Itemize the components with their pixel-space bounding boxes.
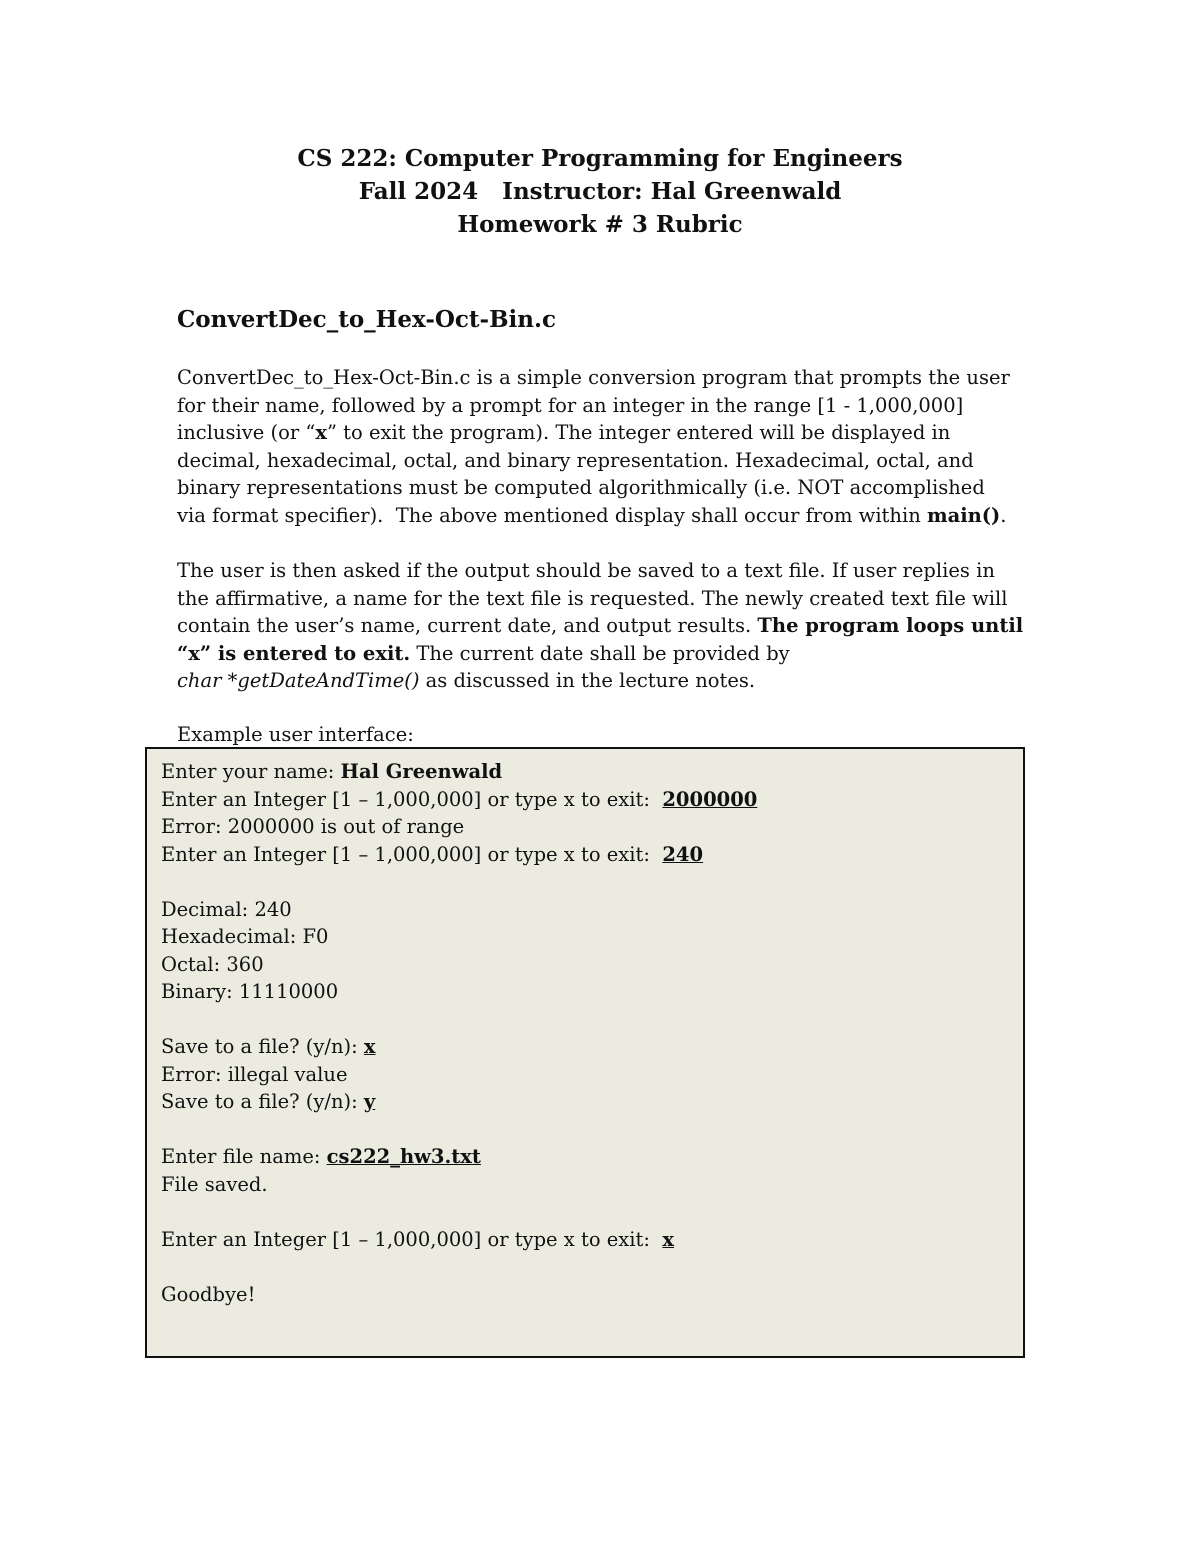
console-line: Error: illegal value xyxy=(161,1062,348,1086)
user-input: cs222_hw3.txt xyxy=(326,1145,481,1168)
user-input: y xyxy=(363,1090,376,1113)
console-line xyxy=(161,1143,757,1171)
prompt-text: Enter an Integer [1 – 1,000,000] or type x to exit: xyxy=(161,1227,663,1251)
paragraph-line xyxy=(177,640,1037,668)
blank-line xyxy=(161,1116,757,1144)
paragraph-line xyxy=(177,419,1037,447)
description-paragraph xyxy=(177,364,1037,529)
course-title: CS 222: Computer Programming for Engineers xyxy=(297,145,903,172)
bold-text-run: “x” is entered to exit. xyxy=(177,641,411,665)
prompt-text: Save to a file? (y/n): xyxy=(161,1035,364,1058)
text-run: The current date shall be provided by xyxy=(410,641,790,665)
paragraph-line: for their name, followed by a prompt for an integer in the range [1 - 1,000,000] xyxy=(177,393,964,417)
user-input: 240 xyxy=(662,842,704,866)
paragraph-line: the affirmative, a name for the text file is requested. The newly created text file will xyxy=(177,586,1008,610)
text-run: as discussed in the lecture notes. xyxy=(419,669,756,692)
user-input: 2000000 xyxy=(662,787,758,811)
prompt-text: Enter an Integer [1 – 1,000,000] or type x to exit: xyxy=(161,842,663,866)
paragraph-line xyxy=(177,667,1037,695)
console-line xyxy=(161,1088,757,1116)
text-run: inclusive (or “ xyxy=(177,421,316,444)
console-line xyxy=(161,1033,757,1061)
paragraph-line: ConvertDec_to_Hex-Oct-Bin.c is a simple conversion program that prompts the user xyxy=(177,366,1010,389)
document-header xyxy=(0,142,1200,241)
bold-text-run: The program loops until xyxy=(757,614,1024,637)
blank-line xyxy=(161,868,757,896)
paragraph-line: The user is then asked if the output should be saved to a text file. If user replies in xyxy=(177,559,995,582)
console-line xyxy=(161,786,757,814)
prompt-text: Enter an Integer [1 – 1,000,000] or type x to exit: xyxy=(161,787,663,811)
console-line xyxy=(161,841,757,869)
console-line xyxy=(161,1226,757,1254)
console-transcript xyxy=(161,758,757,1308)
file-save-paragraph xyxy=(177,557,1037,695)
user-input: Hal Greenwald xyxy=(340,760,503,783)
console-line: Binary: 11110000 xyxy=(161,980,339,1003)
console-line: Hexadecimal: F0 xyxy=(161,925,329,948)
paragraph-line: binary representations must be computed algorithmically (i.e. NOT accomplished xyxy=(177,476,985,499)
paragraph-line: decimal, hexadecimal, octal, and binary representation. Hexadecimal, octal, and xyxy=(177,448,974,472)
prompt-text: Enter file name: xyxy=(161,1145,327,1168)
bold-text-run: main() xyxy=(926,503,1001,527)
blank-line xyxy=(161,1198,757,1226)
blank-line xyxy=(161,1253,757,1281)
example-console-box xyxy=(145,747,1025,1358)
text-run: ” to exit the program). The integer entered will be displayed in xyxy=(327,421,951,444)
text-run: . xyxy=(1000,503,1007,527)
console-line: Octal: 360 xyxy=(161,952,264,976)
text-run: contain the user’s name, current date, and output results. xyxy=(177,614,758,637)
assignment-title: Homework # 3 Rubric xyxy=(457,211,743,238)
paragraph-line xyxy=(177,612,1037,640)
blank-line xyxy=(161,1006,757,1034)
prompt-text: Save to a file? (y/n): xyxy=(161,1090,364,1113)
paragraph-line xyxy=(177,502,1037,530)
user-input: x xyxy=(363,1035,376,1058)
text-run: via format specifier). The above mentioned display shall occur from within xyxy=(177,503,927,527)
user-input: x xyxy=(662,1227,674,1251)
console-line: Goodbye! xyxy=(161,1282,256,1306)
prompt-text: Enter your name: xyxy=(161,760,341,783)
term-instructor: Fall 2024 Instructor: Hal Greenwald xyxy=(358,178,842,205)
console-line: Decimal: 240 xyxy=(161,897,292,921)
bold-text-run: x xyxy=(315,421,327,444)
console-line xyxy=(161,758,757,786)
console-line: File saved. xyxy=(161,1172,268,1196)
section-title: ConvertDec_to_Hex-Oct-Bin.c xyxy=(177,306,556,333)
example-label: Example user interface: xyxy=(177,723,414,746)
italic-text-run: char *getDateAndTime() xyxy=(177,669,420,692)
console-line: Error: 2000000 is out of range xyxy=(161,815,465,838)
